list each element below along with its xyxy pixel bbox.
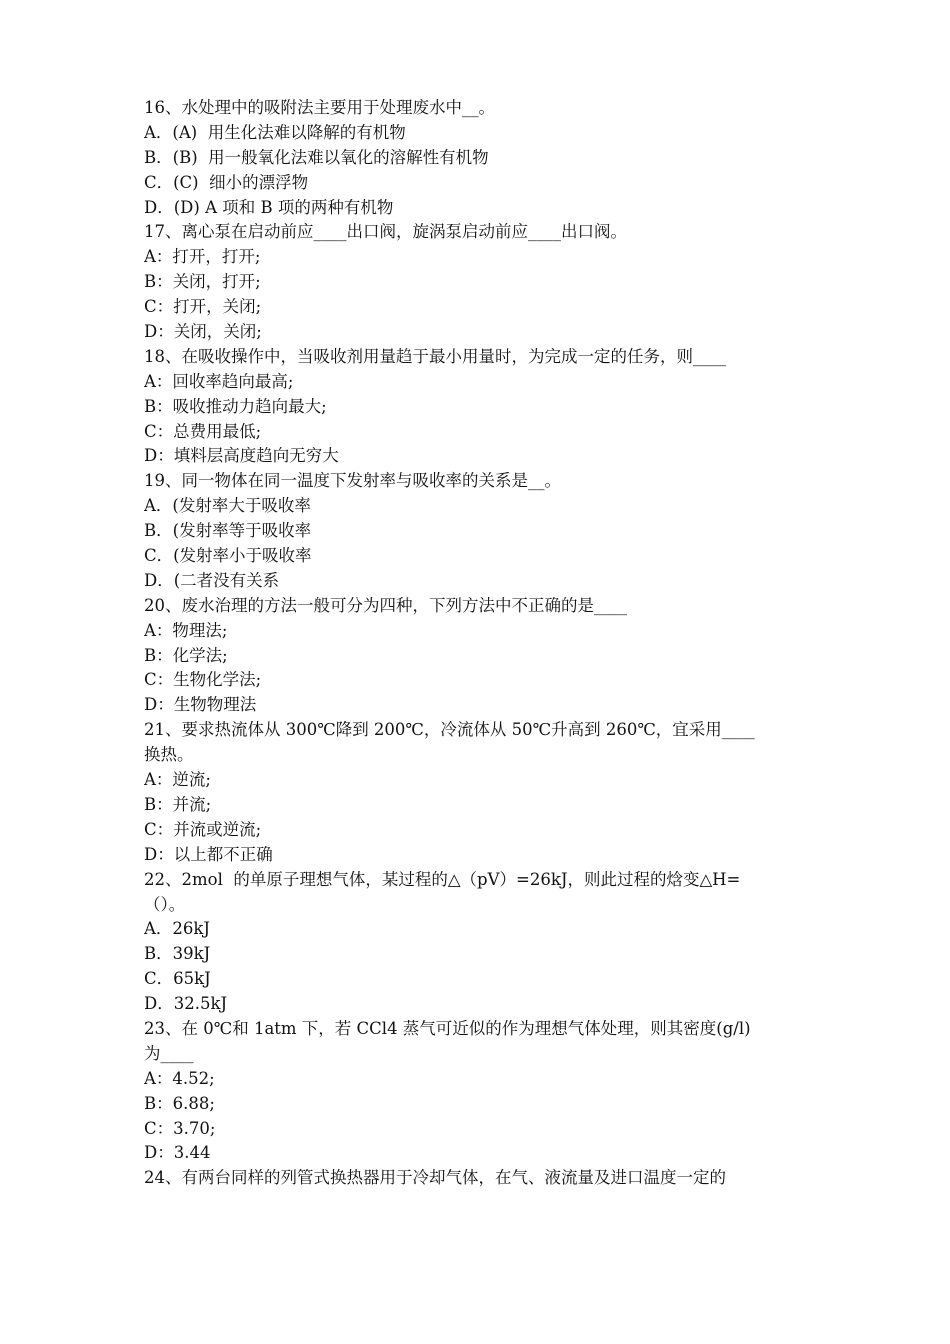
option-23b: B：6.88; [144, 1093, 215, 1113]
option-16a: A．(A) 用生化法难以降解的有机物 [144, 122, 406, 142]
option-23c: C：3.70; [144, 1118, 216, 1138]
option-22b: B．39kJ [144, 944, 211, 964]
option-22d: D．32.5kJ [144, 994, 228, 1014]
option-17a: A：打开，打开; [144, 247, 261, 267]
option-20c: C：生物化学法; [144, 670, 262, 690]
option-23a: A：4.52; [144, 1068, 215, 1088]
option-19c: C．(发射率小于吸收率 [144, 546, 312, 566]
option-20a: A：物理法; [144, 620, 228, 640]
question-18: 18、在吸收操作中，当吸收剂用量趋于最小用量时，为完成一定的任务，则____ [144, 346, 726, 366]
option-19b: B．(发射率等于吸收率 [144, 521, 312, 541]
option-19d: D．(二者没有关系 [144, 570, 280, 590]
option-21c: C：并流或逆流; [144, 819, 262, 839]
option-22a: A．26kJ [144, 919, 211, 939]
option-21a: A：逆流; [144, 770, 211, 790]
question-21: 21、要求热流体从 300℃降到 200℃，冷流体从 50℃升高到 260℃，宜采用____ [144, 720, 755, 740]
option-18a: A：回收率趋向最高; [144, 371, 294, 391]
option-16c: C．(C) 细小的漂浮物 [144, 172, 309, 192]
question-20: 20、废水治理的方法一般可分为四种，下列方法中不正确的是____ [144, 595, 627, 615]
option-22c: C．65kJ [144, 969, 211, 989]
option-21d: D：以上都不正确 [144, 844, 273, 864]
question-22: 22、2mol 的单原子理想气体，某过程的△（pV）=26kJ，则此过程的焓变△H= [144, 869, 741, 889]
question-17: 17、离心泵在启动前应____出口阀，旋涡泵启动前应____出口阀。 [144, 222, 627, 242]
option-16d: D．(D) A 项和 B 项的两种有机物 [144, 197, 394, 217]
question-21-cont: 换热。 [144, 745, 194, 765]
option-17c: C：打开，关闭; [144, 297, 262, 317]
question-19: 19、同一物体在同一温度下发射率与吸收率的关系是__。 [144, 471, 561, 491]
option-16b: B．(B) 用一般氧化法难以氧化的溶解性有机物 [144, 147, 489, 167]
option-18d: D：填料层高度趋向无穷大 [144, 446, 339, 466]
option-21b: B：并流; [144, 794, 212, 814]
question-23: 23、在 0℃和 1atm 下，若 CCl4 蒸气可近似的作为理想气体处理，则其密度(g/l) [144, 1018, 751, 1038]
question-24: 24、有两台同样的列管式换热器用于冷却气体，在气、液流量及进口温度一定的 [144, 1168, 726, 1188]
question-22-cont: （）。 [144, 894, 186, 914]
question-16: 16、水处理中的吸附法主要用于处理废水中__。 [144, 98, 495, 117]
option-19a: A．(发射率大于吸收率 [144, 496, 311, 516]
option-18b: B：吸收推动力趋向最大; [144, 396, 327, 416]
question-23-cont: 为____ [144, 1043, 194, 1063]
document-page [144, 96, 808, 1191]
option-18c: C：总费用最低; [144, 421, 262, 441]
option-23d: D：3.44 [144, 1143, 211, 1163]
option-17d: D：关闭，关闭; [144, 322, 262, 342]
option-20d: D：生物物理法 [144, 695, 257, 715]
option-20b: B：化学法; [144, 645, 228, 665]
option-17b: B：关闭，打开; [144, 272, 261, 292]
